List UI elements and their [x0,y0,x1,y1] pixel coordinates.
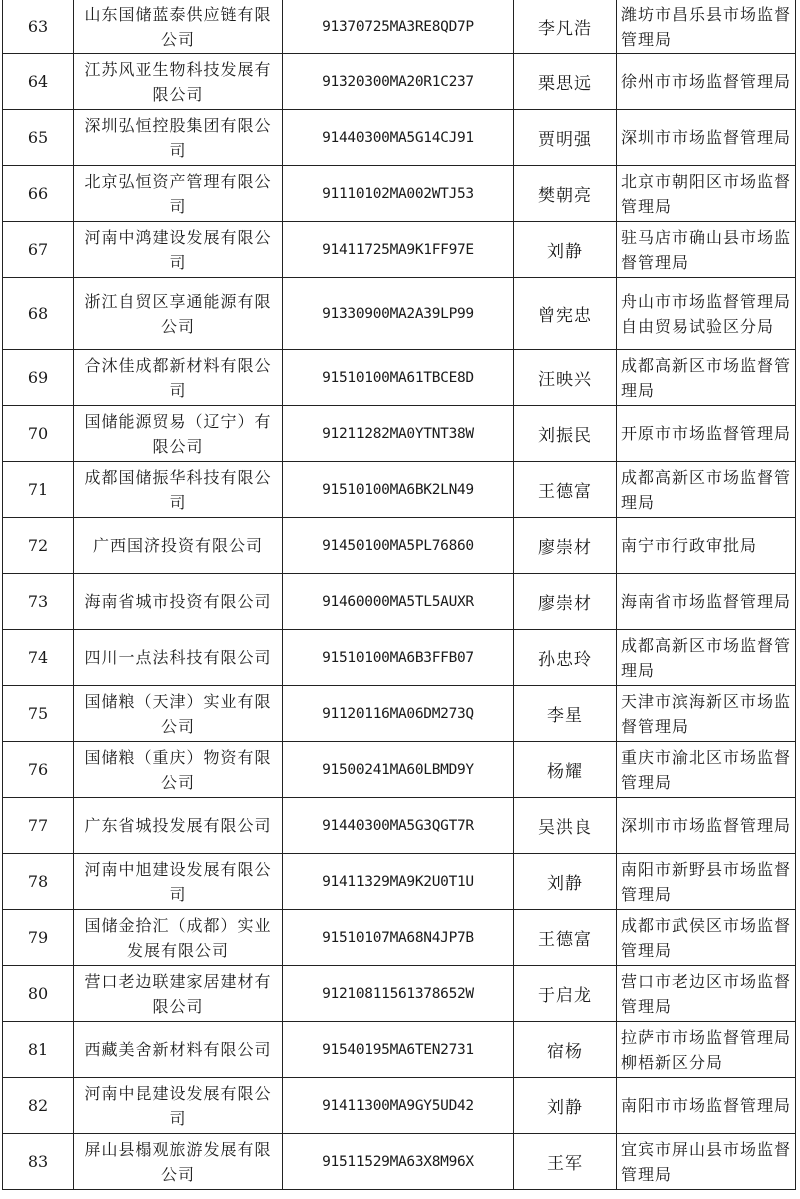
company-name: 四川一点法科技有限公司 [74,630,283,686]
registration-authority: 成都市武侯区市场监督管理局 [617,910,796,966]
row-number: 71 [3,462,74,518]
table-row [3,574,796,630]
credit-code: 91510100MA6B3FFB07 [283,630,514,686]
company-roster-table [2,0,796,1190]
company-name: 江苏风亚生物科技发展有限公司 [74,54,283,110]
row-number: 64 [3,54,74,110]
row-number: 65 [3,110,74,166]
registration-authority: 成都高新区市场监督管理局 [617,462,796,518]
company-name: 海南省城市投资有限公司 [74,574,283,630]
legal-representative: 刘静 [514,1078,617,1134]
company-name: 国储粮（重庆）物资有限公司 [74,742,283,798]
credit-code: 91510100MA6BK2LN49 [283,462,514,518]
credit-code: 91210811561378652W [283,966,514,1022]
credit-code: 91510107MA68N4JP7B [283,910,514,966]
table-row [3,686,796,742]
legal-representative: 贾明强 [514,110,617,166]
row-number: 76 [3,742,74,798]
row-number: 79 [3,910,74,966]
company-name: 营口老边联建家居建材有限公司 [74,966,283,1022]
credit-code: 91440300MA5G3QGT7R [283,798,514,854]
company-name: 北京弘恒资产管理有限公司 [74,166,283,222]
legal-representative: 刘振民 [514,406,617,462]
credit-code: 91120116MA06DM273Q [283,686,514,742]
credit-code: 91110102MA002WTJ53 [283,166,514,222]
credit-code: 91540195MA6TEN2731 [283,1022,514,1078]
registration-authority: 南阳市市场监督管理局 [617,1078,796,1134]
row-number: 63 [3,0,74,54]
credit-code: 91450100MA5PL76860 [283,518,514,574]
company-name: 西藏美舍新材料有限公司 [74,1022,283,1078]
table-row [3,966,796,1022]
credit-code: 91330900MA2A39LP99 [283,278,514,350]
company-name: 国储粮（天津）实业有限公司 [74,686,283,742]
row-number: 73 [3,574,74,630]
row-number: 74 [3,630,74,686]
registration-authority: 海南省市场监督管理局 [617,574,796,630]
legal-representative: 刘静 [514,854,617,910]
registration-authority: 北京市朝阳区市场监督管理局 [617,166,796,222]
table-row [3,54,796,110]
credit-code: 91411329MA9K2U0T1U [283,854,514,910]
registration-authority: 成都高新区市场监督管理局 [617,350,796,406]
row-number: 66 [3,166,74,222]
table-row [3,798,796,854]
row-number: 77 [3,798,74,854]
row-number: 82 [3,1078,74,1134]
table-row [3,742,796,798]
registration-authority: 成都高新区市场监督管理局 [617,630,796,686]
legal-representative: 廖崇材 [514,574,617,630]
legal-representative: 孙忠玲 [514,630,617,686]
registration-authority: 重庆市渝北区市场监督管理局 [617,742,796,798]
credit-code: 91211282MA0YTNT38W [283,406,514,462]
legal-representative: 樊朝亮 [514,166,617,222]
table-row [3,278,796,350]
row-number: 70 [3,406,74,462]
row-number: 83 [3,1134,74,1190]
company-name: 河南中鸿建设发展有限公司 [74,222,283,278]
legal-representative: 曾宪忠 [514,278,617,350]
credit-code: 91511529MA63X8M96X [283,1134,514,1190]
company-name: 河南中昆建设发展有限公司 [74,1078,283,1134]
legal-representative: 廖崇材 [514,518,617,574]
registration-authority: 徐州市市场监督管理局 [617,54,796,110]
row-number: 67 [3,222,74,278]
company-name: 国储能源贸易（辽宁）有限公司 [74,406,283,462]
credit-code: 91500241MA60LBMD9Y [283,742,514,798]
registration-authority: 宜宾市屏山县市场监督管理局 [617,1134,796,1190]
credit-code: 91411725MA9K1FF97E [283,222,514,278]
table-row [3,630,796,686]
table-row [3,222,796,278]
company-name: 合沐佳成都新材料有限公司 [74,350,283,406]
registration-authority: 开原市市场监督管理局 [617,406,796,462]
registration-authority: 天津市滨海新区市场监督管理局 [617,686,796,742]
registration-authority: 驻马店市确山县市场监督管理局 [617,222,796,278]
company-name: 河南中旭建设发展有限公司 [74,854,283,910]
company-name: 成都国储振华科技有限公司 [74,462,283,518]
company-name: 国储金拾汇（成都）实业发展有限公司 [74,910,283,966]
table-row [3,406,796,462]
table-row [3,0,796,54]
registration-authority: 拉萨市市场监督管理局柳梧新区分局 [617,1022,796,1078]
registration-authority: 舟山市市场监督管理局自由贸易试验区分局 [617,278,796,350]
table-row [3,854,796,910]
registration-authority: 南宁市行政审批局 [617,518,796,574]
company-name: 屏山县榻观旅游发展有限公司 [74,1134,283,1190]
company-name: 广东省城投发展有限公司 [74,798,283,854]
credit-code: 91320300MA20R1C237 [283,54,514,110]
legal-representative: 王德富 [514,462,617,518]
row-number: 75 [3,686,74,742]
table-row [3,1078,796,1134]
legal-representative: 李凡浩 [514,0,617,54]
legal-representative: 杨耀 [514,742,617,798]
registration-authority: 深圳市市场监督管理局 [617,798,796,854]
table-row [3,166,796,222]
credit-code: 91440300MA5G14CJ91 [283,110,514,166]
table-row [3,110,796,166]
table-row [3,1022,796,1078]
legal-representative: 王军 [514,1134,617,1190]
legal-representative: 于启龙 [514,966,617,1022]
table-row [3,518,796,574]
company-name: 深圳弘恒控股集团有限公司 [74,110,283,166]
table-body [3,0,796,1190]
legal-representative: 宿杨 [514,1022,617,1078]
legal-representative: 栗思远 [514,54,617,110]
legal-representative: 刘静 [514,222,617,278]
row-number: 68 [3,278,74,350]
row-number: 69 [3,350,74,406]
registration-authority: 营口市老边区市场监督管理局 [617,966,796,1022]
table-row [3,1134,796,1190]
registration-authority: 潍坊市昌乐县市场监督管理局 [617,0,796,54]
legal-representative: 李星 [514,686,617,742]
credit-code: 91460000MA5TL5AUXR [283,574,514,630]
credit-code: 91510100MA61TBCE8D [283,350,514,406]
company-name: 山东国储蓝泰供应链有限公司 [74,0,283,54]
table-row [3,350,796,406]
company-name: 浙江自贸区享通能源有限公司 [74,278,283,350]
credit-code: 91411300MA9GY5UD42 [283,1078,514,1134]
company-name: 广西国济投资有限公司 [74,518,283,574]
row-number: 78 [3,854,74,910]
credit-code: 91370725MA3RE8QD7P [283,0,514,54]
legal-representative: 王德富 [514,910,617,966]
legal-representative: 汪映兴 [514,350,617,406]
table-row [3,910,796,966]
row-number: 72 [3,518,74,574]
table-row [3,462,796,518]
row-number: 81 [3,1022,74,1078]
registration-authority: 深圳市市场监督管理局 [617,110,796,166]
row-number: 80 [3,966,74,1022]
legal-representative: 吴洪良 [514,798,617,854]
registration-authority: 南阳市新野县市场监督管理局 [617,854,796,910]
